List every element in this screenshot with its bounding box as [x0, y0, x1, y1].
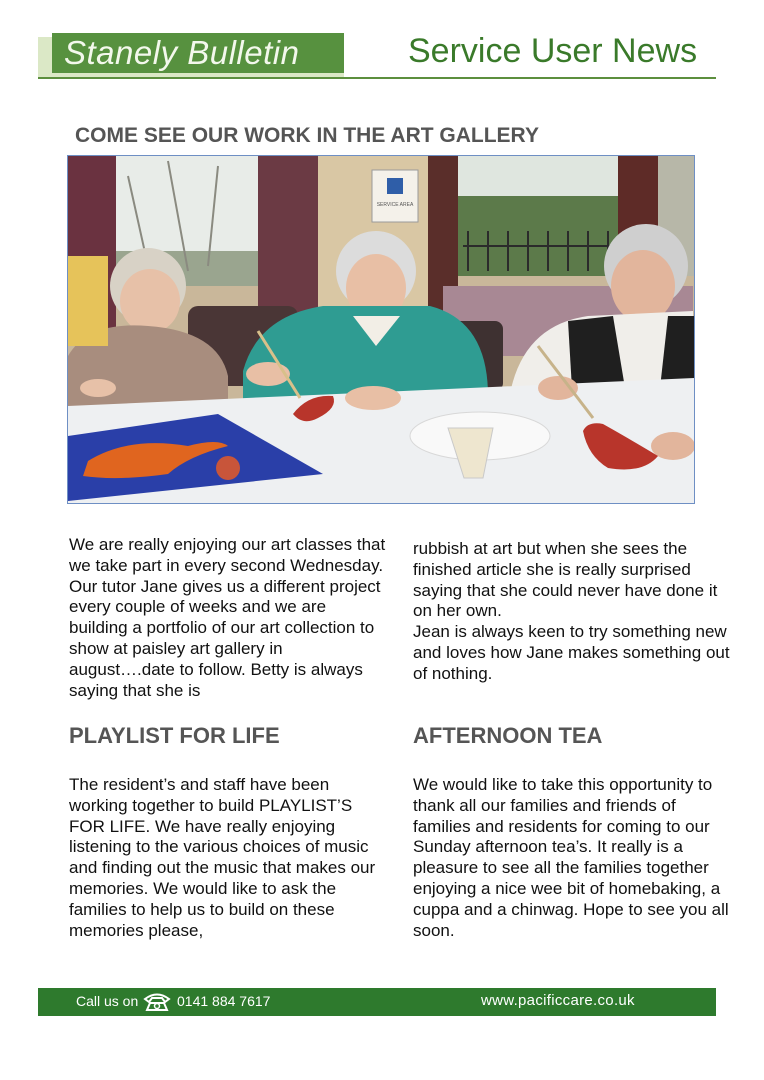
header-divider [38, 77, 716, 79]
art-class-photo [67, 155, 695, 504]
accessibility-sign-text: SERVICE AREA [376, 202, 414, 208]
afternoon-tea-paragraph: We would like to take this opportunity to thank all our families and friends of families and residents for coming to our Sunday afternoon tea’s. It really is a pleasure to see all the families together enjoying a nice wee bit of homebaking, a cuppa and a chinwag. Hope to see you all soon. [413, 775, 729, 940]
header-title: Service User News [408, 32, 698, 70]
gallery-heading: COME SEE OUR WORK IN THE ART GALLERY [75, 124, 539, 147]
footer-call-label: Call us on [76, 993, 139, 1009]
gallery-paragraph-2: rubbish at art but when she sees the finished article she is really surprised saying that she could never have done it on her own. [413, 539, 718, 621]
telephone-icon [143, 990, 171, 1012]
playlist-text [69, 775, 389, 941]
playlist-heading: PLAYLIST FOR LIFE [69, 723, 280, 748]
gallery-paragraph-1: We are really enjoying our art classes that we take part in every second Wednesday. Our tutor Jane gives us a different project every couple of weeks and we are building a portfolio of our art collection to show at paisley art gallery in august….date to follow. Betty is always saying that she is [69, 535, 386, 700]
footer-website-link[interactable]: www.pacificcare.co.uk [481, 992, 635, 1009]
afternoon-tea-heading: AFTERNOON TEA [413, 723, 603, 748]
gallery-paragraph-3: Jean is always keen to try something new and loves how Jane makes something out of nothing. [413, 622, 730, 683]
afternoon-tea-text [413, 775, 733, 941]
gallery-text-col2 [413, 539, 733, 685]
footer-bar [38, 988, 716, 1016]
footer-phone-number[interactable]: 0141 884 7617 [177, 993, 271, 1009]
gallery-text-col1 [69, 535, 389, 701]
playlist-paragraph: The resident’s and staff have been working together to build PLAYLIST’S FOR LIFE. We have really enjoying listening to the various choices of music and finding out the music that makes our memories. We would like to ask the families to help us to build on these memories please, [69, 775, 376, 940]
art-class-photo-illustration [68, 156, 694, 503]
logo-text: Stanely Bulletin [64, 34, 300, 71]
